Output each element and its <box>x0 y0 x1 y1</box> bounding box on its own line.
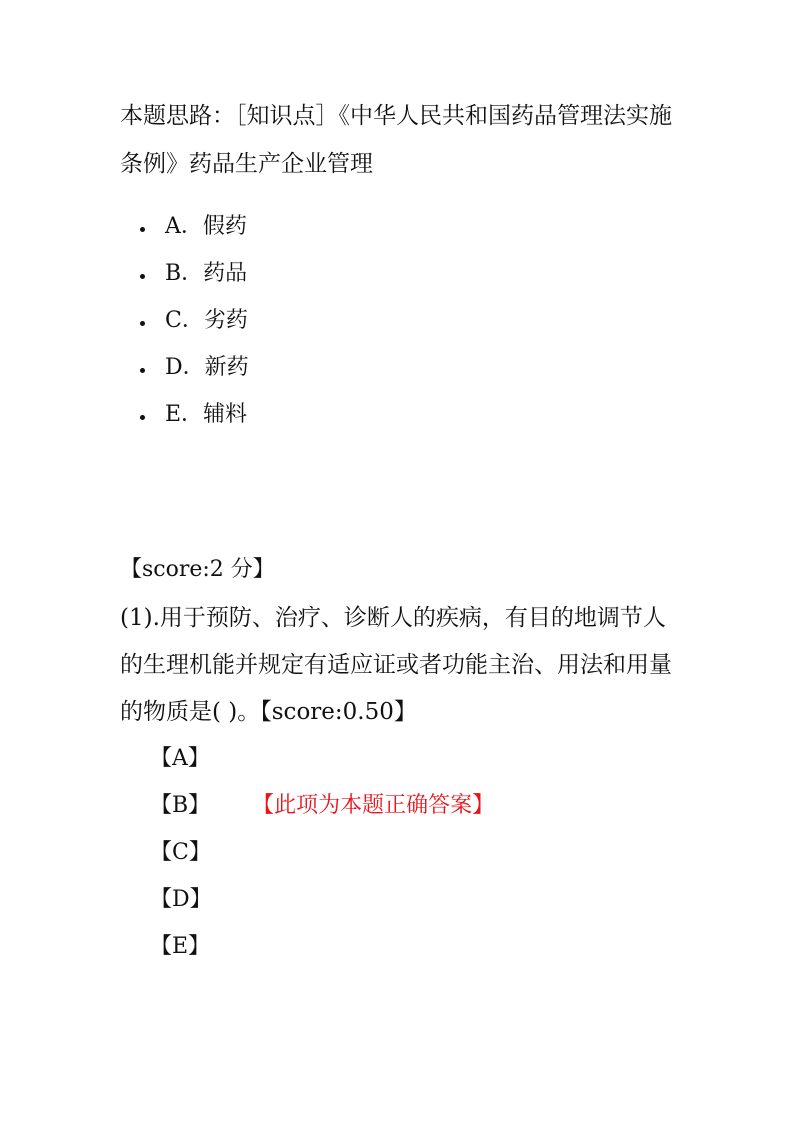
bullet-icon <box>140 415 145 420</box>
option-list <box>140 203 249 438</box>
option-label: E．辅料 <box>165 402 248 427</box>
answer-label: 【C】 <box>150 840 211 865</box>
question-text: (1).用于预防、治疗、诊断人的疾病，有目的地调节人的生理机能并规定有适应证或者功能主治、用法和用量的物质是( )。【score:0.50】 <box>120 605 672 725</box>
option-item <box>140 297 249 344</box>
bullet-icon <box>140 368 145 373</box>
answer-item <box>150 829 494 876</box>
option-item <box>140 203 249 250</box>
option-label: C．劣药 <box>165 308 248 333</box>
score-header: 【score:2 分】 <box>120 557 275 582</box>
answer-item <box>150 876 494 923</box>
answer-label: 【E】 <box>150 934 211 959</box>
option-label: A．假药 <box>165 214 247 239</box>
answer-label: 【A】 <box>150 746 210 771</box>
answer-label: 【B】 <box>150 793 211 818</box>
option-label: D．新药 <box>165 355 249 380</box>
option-item <box>140 344 249 391</box>
explanation-paragraph: 本题思路：［知识点］《中华人民共和国药品管理法实施条例》药品生产企业管理 <box>120 103 672 177</box>
answer-item <box>150 923 494 970</box>
answer-list <box>150 735 494 970</box>
bullet-icon <box>140 321 145 326</box>
option-item <box>140 250 249 297</box>
bullet-icon <box>140 274 145 279</box>
option-label: B．药品 <box>165 261 248 286</box>
answer-item <box>150 735 494 782</box>
answer-item <box>150 782 494 829</box>
bullet-icon <box>140 227 145 232</box>
option-item <box>140 391 249 438</box>
correct-answer-note: 【此项为本题正确答案】 <box>252 793 495 818</box>
answer-label: 【D】 <box>150 887 212 912</box>
